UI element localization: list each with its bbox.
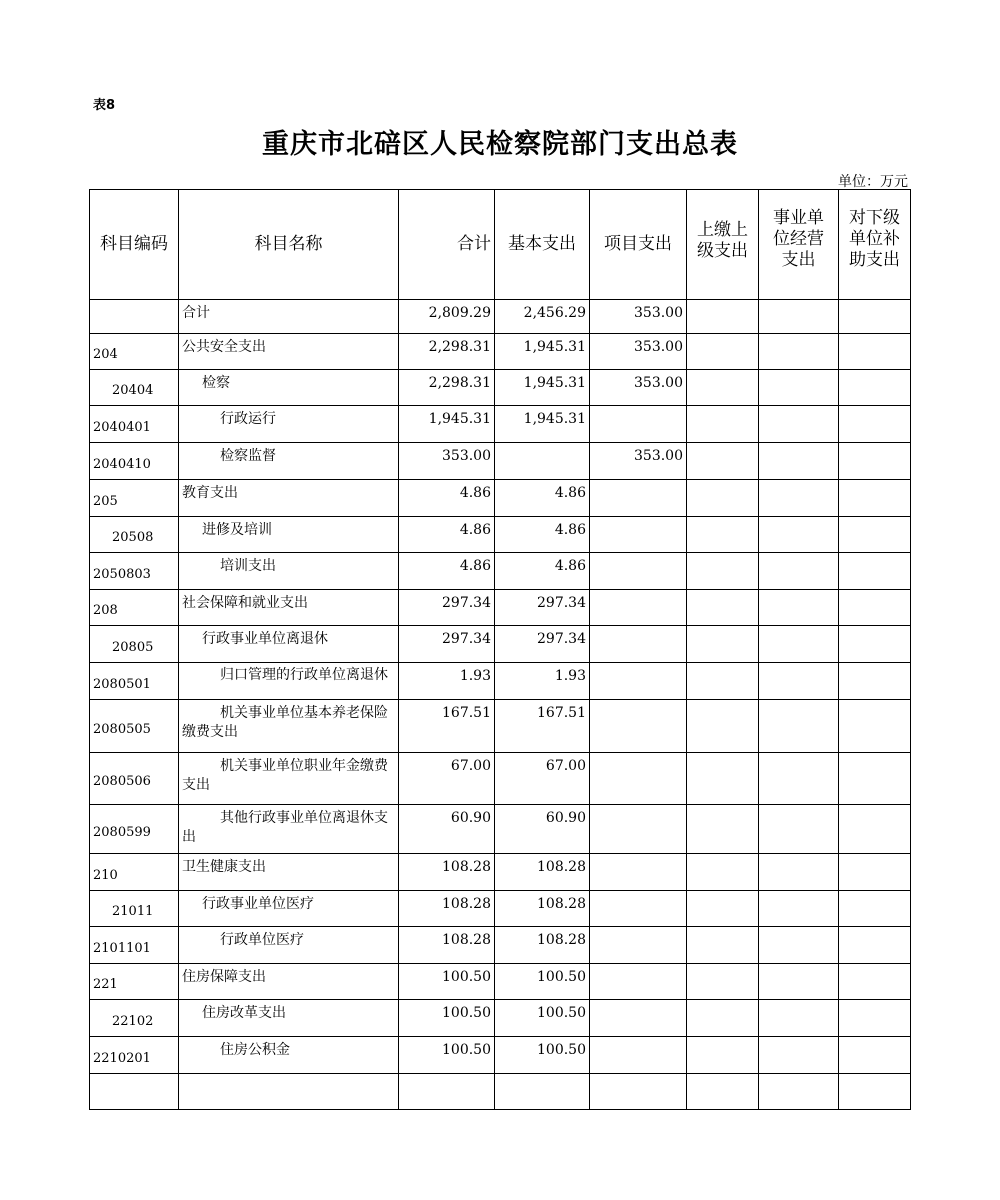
- subsidy-cell: [839, 480, 911, 517]
- total-cell: 4.86: [399, 553, 495, 590]
- header-total: 合计: [399, 190, 495, 300]
- header-business: 事业单位经营支出: [759, 190, 839, 300]
- subsidy-cell: [839, 927, 911, 964]
- table-row: [90, 517, 911, 553]
- basic-cell: 100.50: [495, 1000, 590, 1037]
- total-cell: 167.51: [399, 700, 495, 753]
- business-cell: [759, 517, 839, 553]
- name-cell: 公共安全支出: [179, 334, 399, 370]
- business-cell: [759, 927, 839, 964]
- project-cell: [590, 891, 687, 927]
- name-cell: 进修及培训: [179, 517, 399, 553]
- project-cell: 353.00: [590, 443, 687, 480]
- subsidy-cell: [839, 854, 911, 891]
- total-cell: [399, 1074, 495, 1110]
- upper-cell: [687, 1000, 759, 1037]
- header-row: [90, 190, 911, 300]
- project-cell: [590, 805, 687, 854]
- name-cell: 住房公积金: [179, 1037, 399, 1074]
- name-cell: 其他行政事业单位离退休支出: [179, 805, 399, 854]
- basic-cell: 100.50: [495, 964, 590, 1000]
- table-row: [90, 480, 911, 517]
- upper-cell: [687, 805, 759, 854]
- code-cell: 2101101: [90, 927, 179, 964]
- business-cell: [759, 370, 839, 406]
- project-cell: [590, 480, 687, 517]
- basic-cell: 108.28: [495, 854, 590, 891]
- project-cell: 353.00: [590, 300, 687, 334]
- table-row: [90, 590, 911, 626]
- code-cell: 2050803: [90, 553, 179, 590]
- total-cell: 2,809.29: [399, 300, 495, 334]
- total-cell: 100.50: [399, 1000, 495, 1037]
- basic-cell: [495, 1074, 590, 1110]
- total-cell: 2,298.31: [399, 334, 495, 370]
- upper-cell: [687, 300, 759, 334]
- name-cell: 行政事业单位医疗: [179, 891, 399, 927]
- table-row: [90, 626, 911, 663]
- table-row: [90, 1000, 911, 1037]
- subsidy-cell: [839, 1074, 911, 1110]
- name-cell: 合计: [179, 300, 399, 334]
- subsidy-cell: [839, 805, 911, 854]
- header-upper: 上缴上级支出: [687, 190, 759, 300]
- basic-cell: 100.50: [495, 1037, 590, 1074]
- business-cell: [759, 805, 839, 854]
- name-cell: 行政单位医疗: [179, 927, 399, 964]
- name-cell: 住房改革支出: [179, 1000, 399, 1037]
- header-name: 科目名称: [179, 190, 399, 300]
- code-cell: 21011: [90, 891, 179, 927]
- subsidy-cell: [839, 891, 911, 927]
- business-cell: [759, 300, 839, 334]
- table-row: [90, 753, 911, 805]
- upper-cell: [687, 480, 759, 517]
- total-cell: 108.28: [399, 927, 495, 964]
- basic-cell: 67.00: [495, 753, 590, 805]
- total-cell: 1.93: [399, 663, 495, 700]
- name-cell: [179, 1074, 399, 1110]
- table-row: [90, 300, 911, 334]
- code-cell: 221: [90, 964, 179, 1000]
- total-cell: 100.50: [399, 1037, 495, 1074]
- code-cell: [90, 300, 179, 334]
- name-cell: 社会保障和就业支出: [179, 590, 399, 626]
- code-cell: 22102: [90, 1000, 179, 1037]
- basic-cell: 4.86: [495, 517, 590, 553]
- total-cell: 2,298.31: [399, 370, 495, 406]
- project-cell: [590, 1000, 687, 1037]
- name-cell: 机关事业单位基本养老保险缴费支出: [179, 700, 399, 753]
- subsidy-cell: [839, 553, 911, 590]
- code-cell: 210: [90, 854, 179, 891]
- basic-cell: 297.34: [495, 626, 590, 663]
- table-row: [90, 927, 911, 964]
- business-cell: [759, 1037, 839, 1074]
- basic-cell: 1,945.31: [495, 334, 590, 370]
- basic-cell: 108.28: [495, 891, 590, 927]
- code-cell: 204: [90, 334, 179, 370]
- table-row: [90, 553, 911, 590]
- basic-cell: [495, 443, 590, 480]
- code-cell: 2080599: [90, 805, 179, 854]
- name-cell: 检察: [179, 370, 399, 406]
- basic-cell: 4.86: [495, 480, 590, 517]
- business-cell: [759, 663, 839, 700]
- expenditure-table: [89, 189, 911, 1110]
- code-cell: 2040401: [90, 406, 179, 443]
- subsidy-cell: [839, 626, 911, 663]
- code-cell: 2080506: [90, 753, 179, 805]
- total-cell: 108.28: [399, 854, 495, 891]
- subsidy-cell: [839, 964, 911, 1000]
- subsidy-cell: [839, 1037, 911, 1074]
- header-code: 科目编码: [90, 190, 179, 300]
- business-cell: [759, 553, 839, 590]
- upper-cell: [687, 1074, 759, 1110]
- basic-cell: 108.28: [495, 927, 590, 964]
- name-cell: 检察监督: [179, 443, 399, 480]
- project-cell: [590, 854, 687, 891]
- subsidy-cell: [839, 300, 911, 334]
- code-cell: 205: [90, 480, 179, 517]
- upper-cell: [687, 927, 759, 964]
- upper-cell: [687, 590, 759, 626]
- upper-cell: [687, 964, 759, 1000]
- table-row: [90, 805, 911, 854]
- project-cell: [590, 927, 687, 964]
- basic-cell: 167.51: [495, 700, 590, 753]
- upper-cell: [687, 626, 759, 663]
- code-cell: 20508: [90, 517, 179, 553]
- table-row: [90, 1074, 911, 1110]
- total-cell: 100.50: [399, 964, 495, 1000]
- business-cell: [759, 626, 839, 663]
- code-cell: 20404: [90, 370, 179, 406]
- project-cell: [590, 626, 687, 663]
- name-cell: 教育支出: [179, 480, 399, 517]
- subsidy-cell: [839, 1000, 911, 1037]
- project-cell: [590, 553, 687, 590]
- total-cell: 4.86: [399, 517, 495, 553]
- basic-cell: 1,945.31: [495, 370, 590, 406]
- project-cell: [590, 1074, 687, 1110]
- project-cell: [590, 517, 687, 553]
- subsidy-cell: [839, 334, 911, 370]
- project-cell: [590, 590, 687, 626]
- upper-cell: [687, 663, 759, 700]
- upper-cell: [687, 854, 759, 891]
- upper-cell: [687, 891, 759, 927]
- basic-cell: 60.90: [495, 805, 590, 854]
- header-subsidy: 对下级单位补助支出: [839, 190, 911, 300]
- upper-cell: [687, 517, 759, 553]
- name-cell: 归口管理的行政单位离退休: [179, 663, 399, 700]
- project-cell: [590, 1037, 687, 1074]
- project-cell: [590, 663, 687, 700]
- code-cell: 20805: [90, 626, 179, 663]
- unit-label: 单位：万元: [838, 174, 908, 190]
- code-cell: 2080505: [90, 700, 179, 753]
- total-cell: 1,945.31: [399, 406, 495, 443]
- table-row: [90, 700, 911, 753]
- upper-cell: [687, 553, 759, 590]
- header-basic: 基本支出: [495, 190, 590, 300]
- subsidy-cell: [839, 663, 911, 700]
- business-cell: [759, 334, 839, 370]
- total-cell: 108.28: [399, 891, 495, 927]
- upper-cell: [687, 753, 759, 805]
- basic-cell: 1,945.31: [495, 406, 590, 443]
- total-cell: 4.86: [399, 480, 495, 517]
- table-row: [90, 663, 911, 700]
- table-row: [90, 1037, 911, 1074]
- total-cell: 297.34: [399, 590, 495, 626]
- code-cell: [90, 1074, 179, 1110]
- basic-cell: 297.34: [495, 590, 590, 626]
- subsidy-cell: [839, 443, 911, 480]
- basic-cell: 4.86: [495, 553, 590, 590]
- business-cell: [759, 854, 839, 891]
- project-cell: [590, 964, 687, 1000]
- project-cell: 353.00: [590, 370, 687, 406]
- total-cell: 60.90: [399, 805, 495, 854]
- table-row: [90, 891, 911, 927]
- total-cell: 297.34: [399, 626, 495, 663]
- table-row: [90, 334, 911, 370]
- code-cell: 2080501: [90, 663, 179, 700]
- total-cell: 353.00: [399, 443, 495, 480]
- table-number: 表8: [93, 98, 116, 113]
- business-cell: [759, 406, 839, 443]
- upper-cell: [687, 334, 759, 370]
- basic-cell: 1.93: [495, 663, 590, 700]
- business-cell: [759, 1074, 839, 1110]
- business-cell: [759, 964, 839, 1000]
- business-cell: [759, 891, 839, 927]
- name-cell: 行政事业单位离退休: [179, 626, 399, 663]
- subsidy-cell: [839, 517, 911, 553]
- subsidy-cell: [839, 700, 911, 753]
- header-project: 项目支出: [590, 190, 687, 300]
- upper-cell: [687, 370, 759, 406]
- basic-cell: 2,456.29: [495, 300, 590, 334]
- table-row: [90, 406, 911, 443]
- project-cell: 353.00: [590, 334, 687, 370]
- project-cell: [590, 406, 687, 443]
- upper-cell: [687, 700, 759, 753]
- subsidy-cell: [839, 590, 911, 626]
- page-title: 重庆市北碚区人民检察院部门支出总表: [262, 129, 738, 160]
- subsidy-cell: [839, 406, 911, 443]
- table-row: [90, 854, 911, 891]
- business-cell: [759, 590, 839, 626]
- project-cell: [590, 753, 687, 805]
- business-cell: [759, 700, 839, 753]
- table-row: [90, 443, 911, 480]
- upper-cell: [687, 1037, 759, 1074]
- business-cell: [759, 480, 839, 517]
- code-cell: 2040410: [90, 443, 179, 480]
- total-cell: 67.00: [399, 753, 495, 805]
- name-cell: 行政运行: [179, 406, 399, 443]
- subsidy-cell: [839, 370, 911, 406]
- table-row: [90, 370, 911, 406]
- upper-cell: [687, 406, 759, 443]
- table-row: [90, 964, 911, 1000]
- project-cell: [590, 700, 687, 753]
- code-cell: 2210201: [90, 1037, 179, 1074]
- name-cell: 培训支出: [179, 553, 399, 590]
- business-cell: [759, 1000, 839, 1037]
- name-cell: 卫生健康支出: [179, 854, 399, 891]
- name-cell: 住房保障支出: [179, 964, 399, 1000]
- code-cell: 208: [90, 590, 179, 626]
- upper-cell: [687, 443, 759, 480]
- name-cell: 机关事业单位职业年金缴费支出: [179, 753, 399, 805]
- business-cell: [759, 443, 839, 480]
- business-cell: [759, 753, 839, 805]
- subsidy-cell: [839, 753, 911, 805]
